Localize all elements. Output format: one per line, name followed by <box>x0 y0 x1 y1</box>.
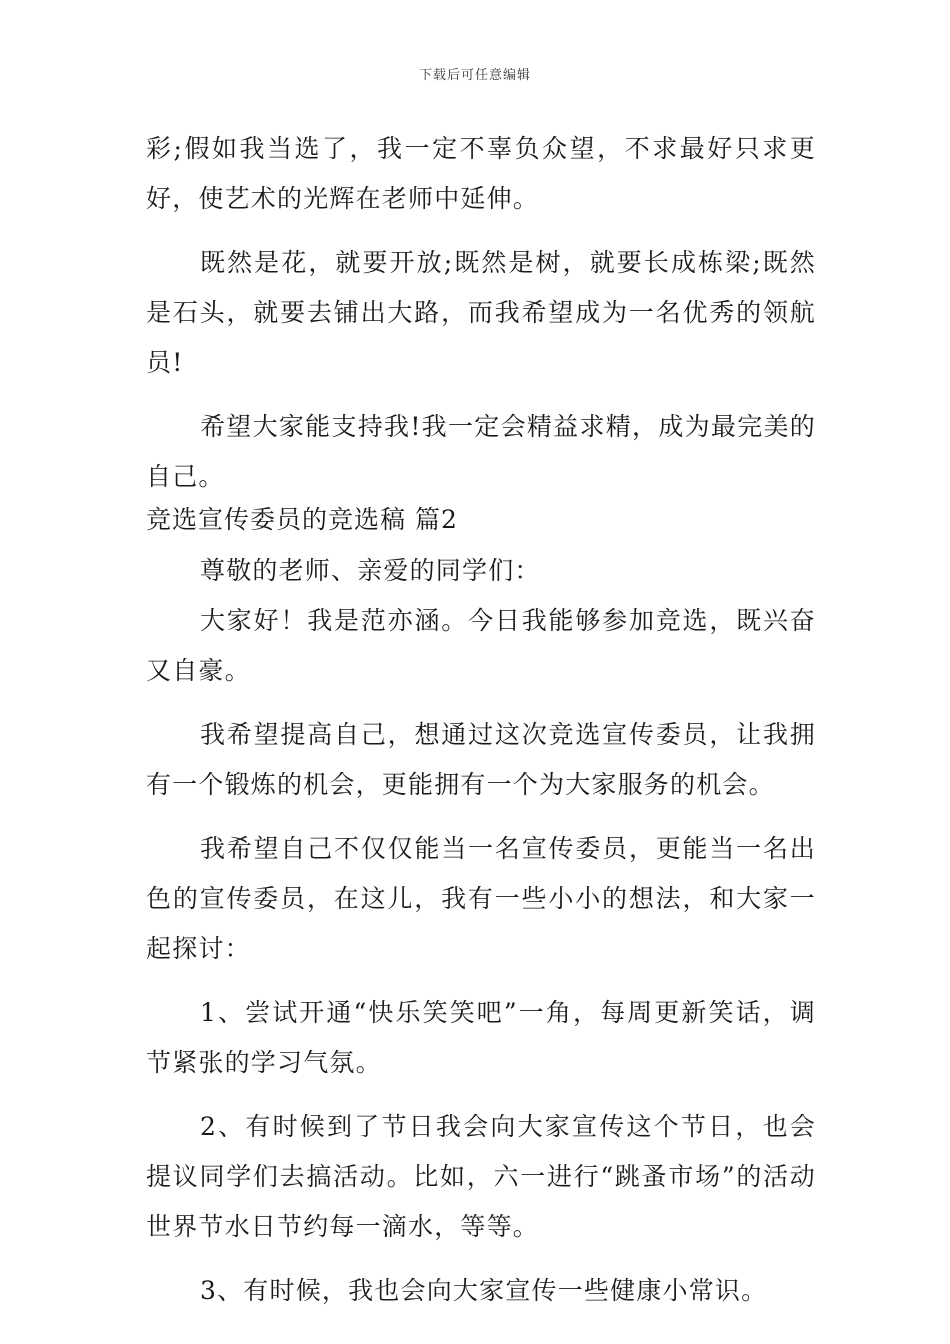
paragraph-flower-tree: 既然是花，就要开放;既然是树，就要长成栋梁;既然是石头，就要去铺出大路，而我希望成为一名优秀的领航员! <box>146 248 816 377</box>
list-item-3: 3、有时候，我也会向大家宣传一些健康小常识。 <box>200 1276 768 1305</box>
paragraph-continuation: 彩;假如我当选了，我一定不辜负众望，不求最好只求更好，使艺术的光辉在老师中延伸。 <box>146 134 816 213</box>
list-item-2: 2、有时候到了节日我会向大家宣传这个节日，也会提议同学们去搞活动。比如，六一进行“跳蚤市场”的活动世界节水日节约每一滴水，等等。 <box>146 1112 816 1241</box>
section-title: 竞选宣传委员的竞选稿 篇2 <box>146 505 458 534</box>
paragraph-support-me: 希望大家能支持我!我一定会精益求精，成为最完美的自己。 <box>146 412 816 491</box>
document-body <box>146 124 816 1330</box>
paragraph-motivation: 我希望提高自己，想通过这次竞选宣传委员，让我拥有一个锻炼的机会，更能拥有一个为大家服务的机会。 <box>146 720 816 799</box>
list-item-1: 1、尝试开通“快乐笑笑吧”一角，每周更新笑话，调节紧张的学习气氛。 <box>146 998 816 1077</box>
paragraph-introduction: 大家好！我是范亦涵。今日我能够参加竞选，既兴奋又自豪。 <box>146 606 816 685</box>
paragraph-ideas-intro: 我希望自己不仅仅能当一名宣传委员，更能当一名出色的宣传委员，在这儿，我有一些小小的想法，和大家一起探讨： <box>146 834 816 963</box>
paragraph-greeting: 尊敬的老师、亲爱的同学们： <box>200 556 541 585</box>
page-header-note: 下载后可任意编辑 <box>418 68 531 83</box>
